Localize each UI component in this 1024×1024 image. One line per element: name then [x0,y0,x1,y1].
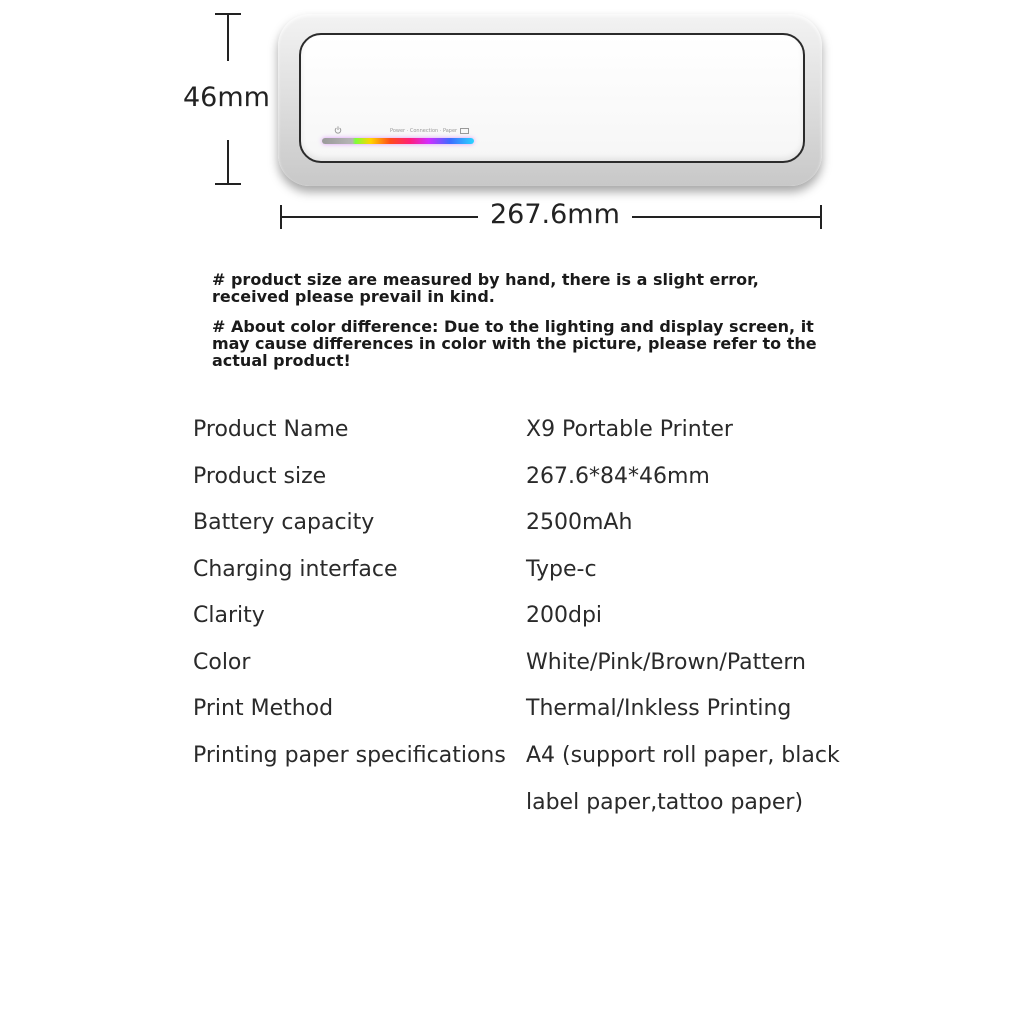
width-line-right [632,216,822,218]
spec-value: X9 Portable Printer [526,417,733,442]
spec-label: Color [193,650,251,675]
spec-row [0,732,1024,815]
width-cap-right [820,205,822,229]
spec-value: Thermal/Inkless Printing [526,696,792,721]
spec-label: Clarity [193,603,265,628]
spec-row [0,499,1024,539]
width-label: 267.6mm [490,199,620,230]
spec-label: Product Name [193,417,349,442]
spec-value: Type-c [526,557,597,582]
spec-label: Print Method [193,696,334,721]
spec-row [0,685,1024,725]
spec-label: Printing paper specifications [193,743,506,768]
spec-row [0,592,1024,632]
width-line-left [280,216,478,218]
rgb-light-bar [322,138,474,144]
spec-label: Battery capacity [193,510,375,535]
spec-value: 267.6*84*46mm [526,464,710,489]
spec-value: A4 (support roll paper, black label paper,tattoo paper) [526,743,840,815]
power-icon [334,126,342,134]
spec-label: Product size [193,464,327,489]
height-label: 46mm [183,82,270,113]
height-line-bottom [227,140,229,185]
paper-icon [460,128,469,134]
spec-value: White/Pink/Brown/Pattern [526,650,806,675]
spec-row [0,639,1024,679]
spec-row [0,453,1024,493]
spec-label: Charging interface [193,557,398,582]
spec-row [0,546,1024,586]
note-measurement: # product size are measured by hand, there is a slight error, received please prevail in kind. [212,270,759,306]
spec-value: 200dpi [526,603,603,628]
panel-text: Power · Connection · Paper [390,128,458,134]
height-cap-bottom [215,183,241,185]
height-line-top [227,13,229,61]
spec-value: 2500mAh [526,510,633,535]
note-color-difference: # About color difference: Due to the lighting and display screen, it may cause differences in color with the picture, please refer to the actual product! [212,317,817,370]
spec-row [0,406,1024,446]
